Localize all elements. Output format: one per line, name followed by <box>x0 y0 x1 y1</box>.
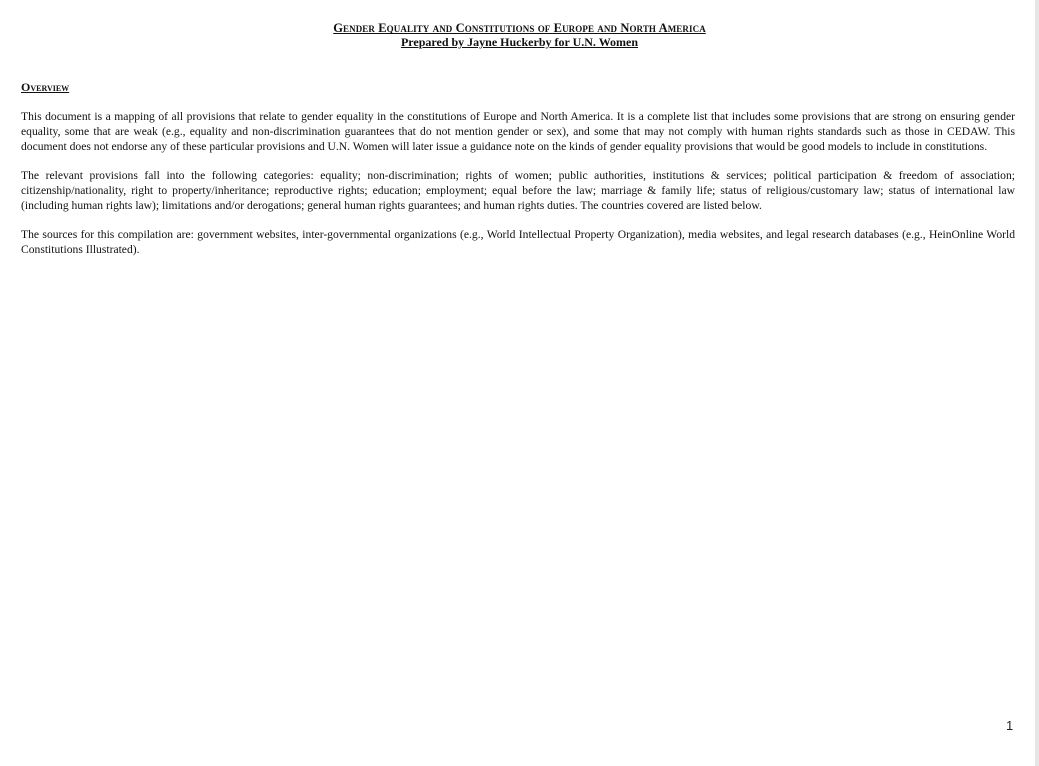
paragraph-sources: The sources for this compilation are: government websites, inter-governmental organizations (e.g., World Intellectual Property Organization), media websites, and legal research databases (e.g., HeinOnline World Constitutions Illustrated). <box>21 228 1015 256</box>
document-title: Gender Equality and Constitutions of Europe and North America <box>333 21 706 35</box>
section-heading-overview: Overview <box>21 80 70 94</box>
page-edge <box>1035 0 1039 766</box>
paragraph-categories: The relevant provisions fall into the following categories: equality; non-discrimination; rights of women; public authorities, institutions & services; political participation & freedom of association; citizenship/nationality, right to property/inheritance; reproductive rights; education; employment; equal before the law; marriage & family life; status of religious/customary law; status of international law (including human rights law); limitations and/or derogations; general human rights guarantees; and human rights duties. The countries covered are listed below. <box>21 169 1015 212</box>
document-subtitle: Prepared by Jayne Huckerby for U.N. Women <box>400 35 639 49</box>
paragraph-intro: This document is a mapping of all provisions that relate to gender equality in the constitutions of Europe and North America. It is a complete list that includes some provisions that are strong on ensuring gender equality, some that are weak (e.g., equality and non-discrimination guarantees that do not mention gender or sex), and some that may not comply with human rights standards such as those in CEDAW. This document does not endorse any of these particular provisions and U.N. Women will later issue a guidance note on the kinds of gender equality provisions that would be good models to include in constitutions. <box>21 110 1015 153</box>
document-header <box>0 21 1039 49</box>
overview-content <box>21 109 1015 271</box>
page-number: 1 <box>1006 718 1014 733</box>
